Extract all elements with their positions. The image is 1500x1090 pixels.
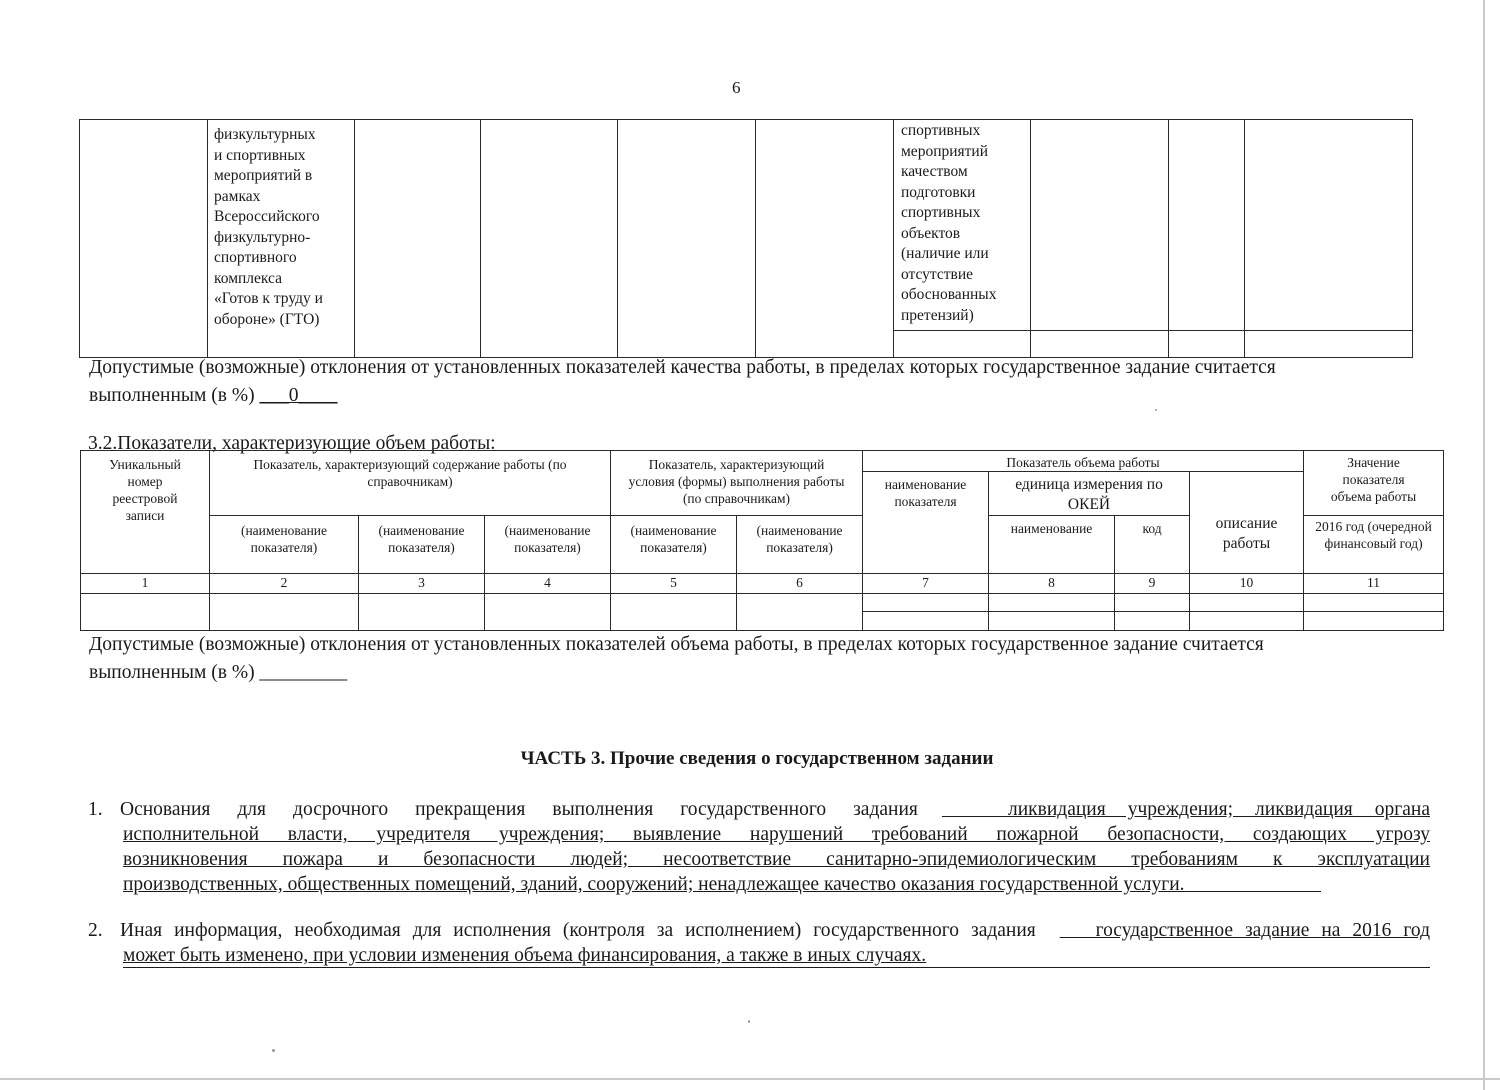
header-work-content: Показатель, характеризующий содержание работы (по справочникам) bbox=[210, 451, 611, 516]
column-number: 10 bbox=[1190, 574, 1304, 594]
cell-line: подготовки bbox=[901, 183, 976, 201]
quality-deviation-label: выполненным (в %) bbox=[89, 385, 260, 406]
cell-line: спортивных bbox=[901, 122, 981, 139]
cell-line: и спортивных bbox=[214, 146, 306, 164]
item-1-line4-fill bbox=[1185, 874, 1322, 895]
item-1-line4 bbox=[123, 872, 1430, 897]
item-1-line2: исполнительной власти, учредителя учреждения; выявление нарушений требований пожарной безопасности, создающих угрозу bbox=[123, 824, 1430, 845]
column-number: 4 bbox=[485, 574, 611, 594]
column-number: 3 bbox=[359, 574, 485, 594]
cell-line: качеством bbox=[901, 163, 968, 180]
item-2 bbox=[88, 918, 1430, 968]
item-1-text-start: Основания для досрочного прекращения выполнения государственного задания bbox=[120, 799, 918, 820]
header-unique-number: Уникальный номер реестровой записи bbox=[81, 451, 210, 574]
indicator-name-cell bbox=[894, 120, 1030, 330]
table-cell bbox=[1304, 594, 1444, 612]
cell-line: рамках bbox=[214, 187, 261, 205]
table-cell bbox=[1190, 594, 1304, 612]
table-cell bbox=[1190, 612, 1304, 631]
header-volume-indicator: Показатель объема работы bbox=[863, 451, 1304, 472]
item-1 bbox=[88, 797, 1430, 897]
table-cell bbox=[1031, 331, 1169, 358]
work-content-cell bbox=[208, 120, 354, 334]
volume-deviation-line1: Допустимые (возможные) отклонения от установленных показателей объема работы, в пределах которых государственное задание считается bbox=[89, 634, 1264, 655]
header-sub-indicator: (наименование показателя) bbox=[485, 516, 611, 574]
header-work-conditions: Показатель, характеризующий условия (формы) выполнения работы (по справочникам) bbox=[611, 451, 863, 516]
table-cell bbox=[611, 594, 737, 631]
table-cell bbox=[1031, 120, 1169, 331]
table-cell bbox=[863, 612, 989, 631]
cell-line: претензий) bbox=[901, 306, 974, 324]
cell-line: (наличие или bbox=[901, 245, 989, 262]
cell-line: физкультурных bbox=[214, 126, 316, 143]
header-work-description: описание работы bbox=[1190, 472, 1304, 574]
cell-line: спортивного bbox=[214, 249, 297, 266]
table-cell bbox=[1169, 120, 1245, 331]
item-2-line2 bbox=[123, 943, 1430, 968]
header-sub-indicator: (наименование показателя) bbox=[359, 516, 485, 574]
item-1-line3: возникновения пожара и безопасности людей; несоответствие санитарно-эпидемиологическим требованиям к эксплуатации bbox=[123, 849, 1430, 870]
table-cell bbox=[1304, 612, 1444, 631]
table-cell bbox=[481, 120, 618, 358]
cell-line: мероприятий в bbox=[214, 167, 313, 184]
cell-line: обоснованных bbox=[901, 286, 997, 303]
column-number: 7 bbox=[863, 574, 989, 594]
cell-line: физкультурно- bbox=[214, 228, 311, 246]
header-volume-value: Значение показателя объема работы bbox=[1304, 451, 1444, 516]
item-1-line1 bbox=[88, 797, 1430, 822]
item-1-underlined: ликвидация учреждения; ликвидация органа bbox=[1008, 799, 1430, 820]
header-sub-indicator: (наименование показателя) bbox=[737, 516, 863, 574]
table-cell bbox=[208, 120, 355, 358]
item-1-number: 1. bbox=[88, 799, 103, 820]
table-cell bbox=[210, 594, 359, 631]
volume-table bbox=[80, 450, 1444, 631]
header-unit-name: наименование bbox=[989, 516, 1115, 574]
table-cell bbox=[1115, 594, 1190, 612]
scan-speck bbox=[748, 1020, 750, 1023]
table-cell bbox=[80, 120, 208, 358]
table-cell bbox=[989, 612, 1115, 631]
item-1-line4-text: производственных, общественных помещений, зданий, сооружений; ненадлежащее качество оказания государственной услуги. bbox=[123, 874, 1185, 895]
cell-line: спортивных bbox=[901, 204, 981, 221]
header-indicator-name: наименование показателя bbox=[863, 472, 989, 574]
header-sub-indicator: (наименование показателя) bbox=[210, 516, 359, 574]
table-cell bbox=[894, 120, 1031, 331]
column-number: 6 bbox=[737, 574, 863, 594]
column-number: 8 bbox=[989, 574, 1115, 594]
column-number: 2 bbox=[210, 574, 359, 594]
column-number: 11 bbox=[1304, 574, 1444, 594]
table-cell bbox=[485, 594, 611, 631]
header-year: 2016 год (очередной финансовый год) bbox=[1304, 516, 1444, 574]
page-number: 6 bbox=[732, 78, 741, 97]
item-2-line1 bbox=[88, 918, 1430, 943]
section-3-2-title: 3.2.Показатели, характеризующие объем работы: bbox=[88, 433, 496, 454]
table-cell bbox=[894, 331, 1031, 358]
scan-speck bbox=[272, 1049, 275, 1052]
table-cell bbox=[989, 594, 1115, 612]
cell-line: мероприятий bbox=[901, 142, 989, 160]
table-cell bbox=[1115, 612, 1190, 631]
cell-line: комплекса bbox=[214, 269, 283, 287]
item-2-line2-text: может быть изменено, при условии изменения объема финансирования, а также в иных случаях. bbox=[123, 945, 927, 966]
table-cell bbox=[618, 120, 756, 358]
header-unit-okei: единица измерения по ОКЕЙ bbox=[989, 472, 1190, 516]
cell-line: Всероссийского bbox=[214, 208, 320, 225]
table-cell bbox=[359, 594, 485, 631]
table-cell bbox=[81, 594, 210, 631]
quality-deviation-line1: Допустимые (возможные) отклонения от установленных показателей качества работы, в пределах которых государственное задание считается bbox=[89, 357, 1276, 378]
table-cell bbox=[863, 594, 989, 612]
part3-title: ЧАСТЬ 3. Прочие сведения о государственном задании bbox=[520, 748, 994, 769]
quality-deviation-line2 bbox=[89, 383, 337, 409]
header-unit-code: код bbox=[1115, 516, 1190, 574]
quality-table-continuation bbox=[79, 119, 1413, 358]
table-cell bbox=[1245, 120, 1413, 331]
column-number: 9 bbox=[1115, 574, 1190, 594]
scan-edge-bottom bbox=[0, 1078, 1500, 1080]
table-cell bbox=[756, 120, 894, 358]
cell-line: «Готов к труду и bbox=[214, 290, 323, 307]
cell-line: обороне» (ГТО) bbox=[214, 310, 320, 328]
table-cell bbox=[1245, 331, 1413, 358]
cell-line: объектов bbox=[901, 224, 961, 242]
header-sub-indicator: (наименование показателя) bbox=[611, 516, 737, 574]
volume-deviation-line2: выполненным (в %) _________ bbox=[89, 662, 348, 683]
quality-deviation-value: ___0____ bbox=[259, 385, 338, 406]
column-number: 1 bbox=[81, 574, 210, 594]
table-cell bbox=[737, 594, 863, 631]
item-2-underlined: государственное задание на 2016 год bbox=[1095, 920, 1431, 941]
scan-edge-right bbox=[1483, 0, 1485, 1090]
column-number: 5 bbox=[611, 574, 737, 594]
table-cell bbox=[355, 120, 481, 358]
item-2-number: 2. bbox=[88, 920, 103, 941]
table-cell bbox=[1169, 331, 1245, 358]
cell-line: отсутствие bbox=[901, 265, 974, 283]
item-2-text-start: Иная информация, необходимая для исполнения (контроля за исполнением) государственного задания bbox=[120, 920, 1036, 941]
scan-speck bbox=[1155, 409, 1157, 411]
